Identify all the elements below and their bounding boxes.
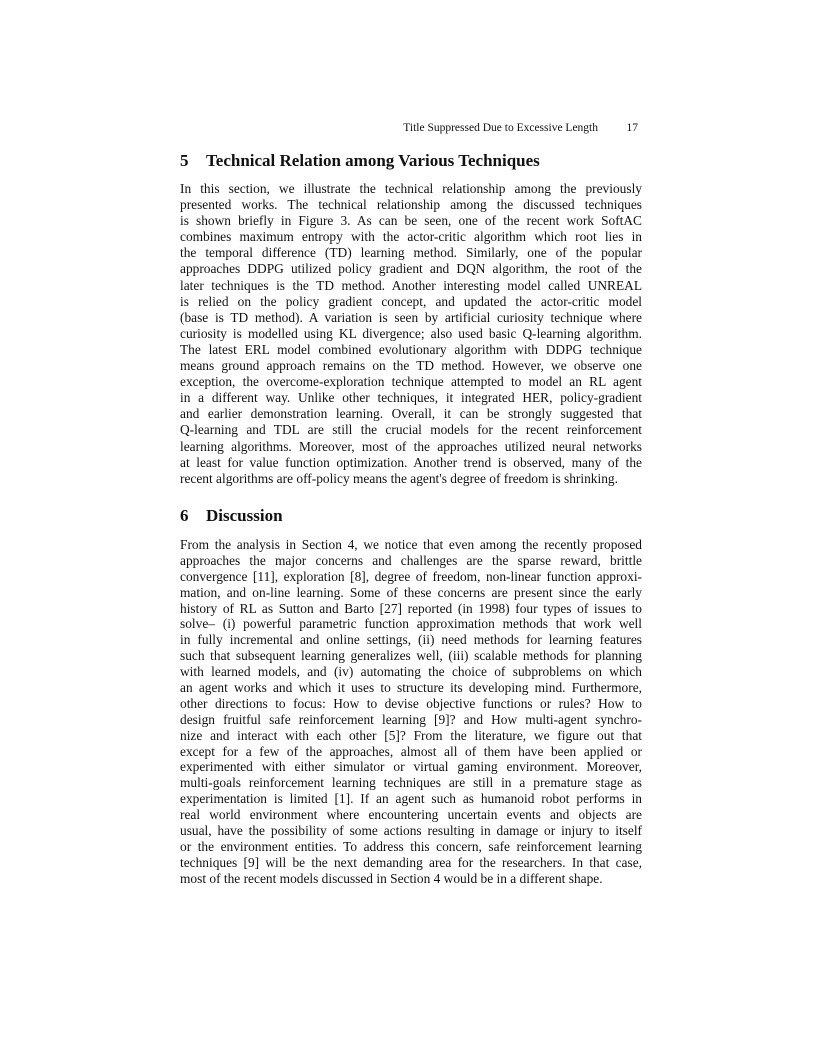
text-line: The latest ERL model combined evolutionary algorithm with DDPG technique: [180, 341, 642, 357]
text-line: at least for value function optimization. Another trend is observed, many of the: [180, 454, 642, 470]
text-line: most of the recent models discussed in Section 4 would be in a different shape.: [180, 870, 603, 886]
text-line: or the environment entities. To address this concern, safe reinforcement learning: [180, 838, 642, 854]
text-line: (base is TD method). A variation is seen by artificial curiosity technique where: [180, 309, 642, 325]
section-5-heading: [180, 151, 540, 171]
text-line: means ground approach remains on the TD method. However, we observe one: [180, 358, 642, 374]
text-line: techniques [9] will be the next demanding area for the researchers. In that case,: [180, 854, 642, 870]
text-line: with learned models, and (iv) automating the choice of subproblems on which: [180, 664, 642, 680]
text-line: the temporal difference (TD) learning method. Similarly, one of the popular: [180, 245, 642, 261]
section-6-paragraph: [180, 537, 642, 887]
text-line: approaches the major concerns and challenges are the sparse reward, brittle: [180, 552, 642, 568]
section-title: Technical Relation among Various Techniques: [206, 151, 540, 170]
section-number: 6: [180, 506, 189, 525]
text-line: and earlier demonstration learning. Overall, it can be strongly suggested that: [180, 406, 642, 422]
text-line: design fruitful safe reinforcement learning [9]? and How multi-agent synchro-: [180, 711, 642, 727]
text-line: recent algorithms are off-policy means the agent's degree of freedom is shrinking.: [180, 470, 618, 486]
section-number: 5: [180, 151, 189, 170]
text-line: combines maximum entropy with the actor-critic algorithm which root lies in: [180, 229, 642, 245]
text-line: learning algorithms. Moreover, most of the approaches utilized neural networks: [180, 438, 642, 454]
text-line: In this section, we illustrate the technical relationship among the previously: [180, 181, 642, 196]
text-line: experimented with either simulator or virtual gaming environment. Moreover,: [180, 759, 642, 775]
text-line: usual, have the possibility of some actions resulting in damage or injury to itself: [180, 823, 642, 839]
section-6-heading: [180, 506, 283, 526]
text-line: is shown briefly in Figure 3. As can be seen, one of the recent work SoftAC: [180, 213, 642, 229]
text-line: multi-goals reinforcement learning techniques are still in a premature stage as: [180, 775, 642, 791]
text-line: mation, and on-line learning. Some of these concerns are present since the early: [180, 584, 642, 600]
section-title: Discussion: [206, 506, 283, 525]
text-line: in fully incremental and online settings, (ii) need methods for learning features: [180, 632, 642, 648]
text-line: solve– (i) powerful parametric function approximation methods that work well: [180, 616, 642, 632]
text-line: except for a few of the approaches, almost all of them have been applied or: [180, 743, 642, 759]
running-title: Title Suppressed Due to Excessive Length: [403, 122, 598, 134]
text-line: curiosity is modelled using KL divergence; also used basic Q-learning algorithm.: [180, 325, 642, 341]
text-line: real world environment where encountering uncertain events and objects are: [180, 807, 642, 823]
section-5-paragraph: [180, 181, 642, 487]
text-line: nize and interact with each other [5]? From the literature, we figure out that: [180, 727, 642, 743]
text-line: From the analysis in Section 4, we notice that even among the recently proposed: [180, 537, 642, 552]
page-number: 17: [626, 122, 638, 134]
text-line: presented works. The technical relationship among the discussed techniques: [180, 197, 642, 213]
text-line: history of RL as Sutton and Barto [27] reported (in 1998) four types of issues to: [180, 600, 642, 616]
text-line: Q-learning and TDL are still the crucial models for the recent reinforcement: [180, 422, 642, 438]
text-line: experimentation is limited [1]. If an agent such as humanoid robot performs in: [180, 791, 642, 807]
text-line: exception, the overcome-exploration technique attempted to model an RL agent: [180, 374, 642, 390]
text-line: other directions to focus: How to devise objective functions or rules? How to: [180, 695, 642, 711]
text-line: in a different way. Unlike other techniques, it integrated HER, policy-gradient: [180, 390, 642, 406]
text-line: approaches DDPG utilized policy gradient and DQN algorithm, the root of the: [180, 261, 642, 277]
text-line: convergence [11], exploration [8], degree of freedom, non-linear function approxi-: [180, 568, 642, 584]
text-line: later techniques is the TD method. Another interesting model called UNREAL: [180, 277, 642, 293]
text-line: such that subsequent learning generalizes well, (iii) scalable methods for planning: [180, 648, 642, 664]
text-line: an agent works and which it uses to structure its developing mind. Furthermore,: [180, 680, 642, 696]
text-line: is relied on the policy gradient concept, and updated the actor-critic model: [180, 293, 642, 309]
